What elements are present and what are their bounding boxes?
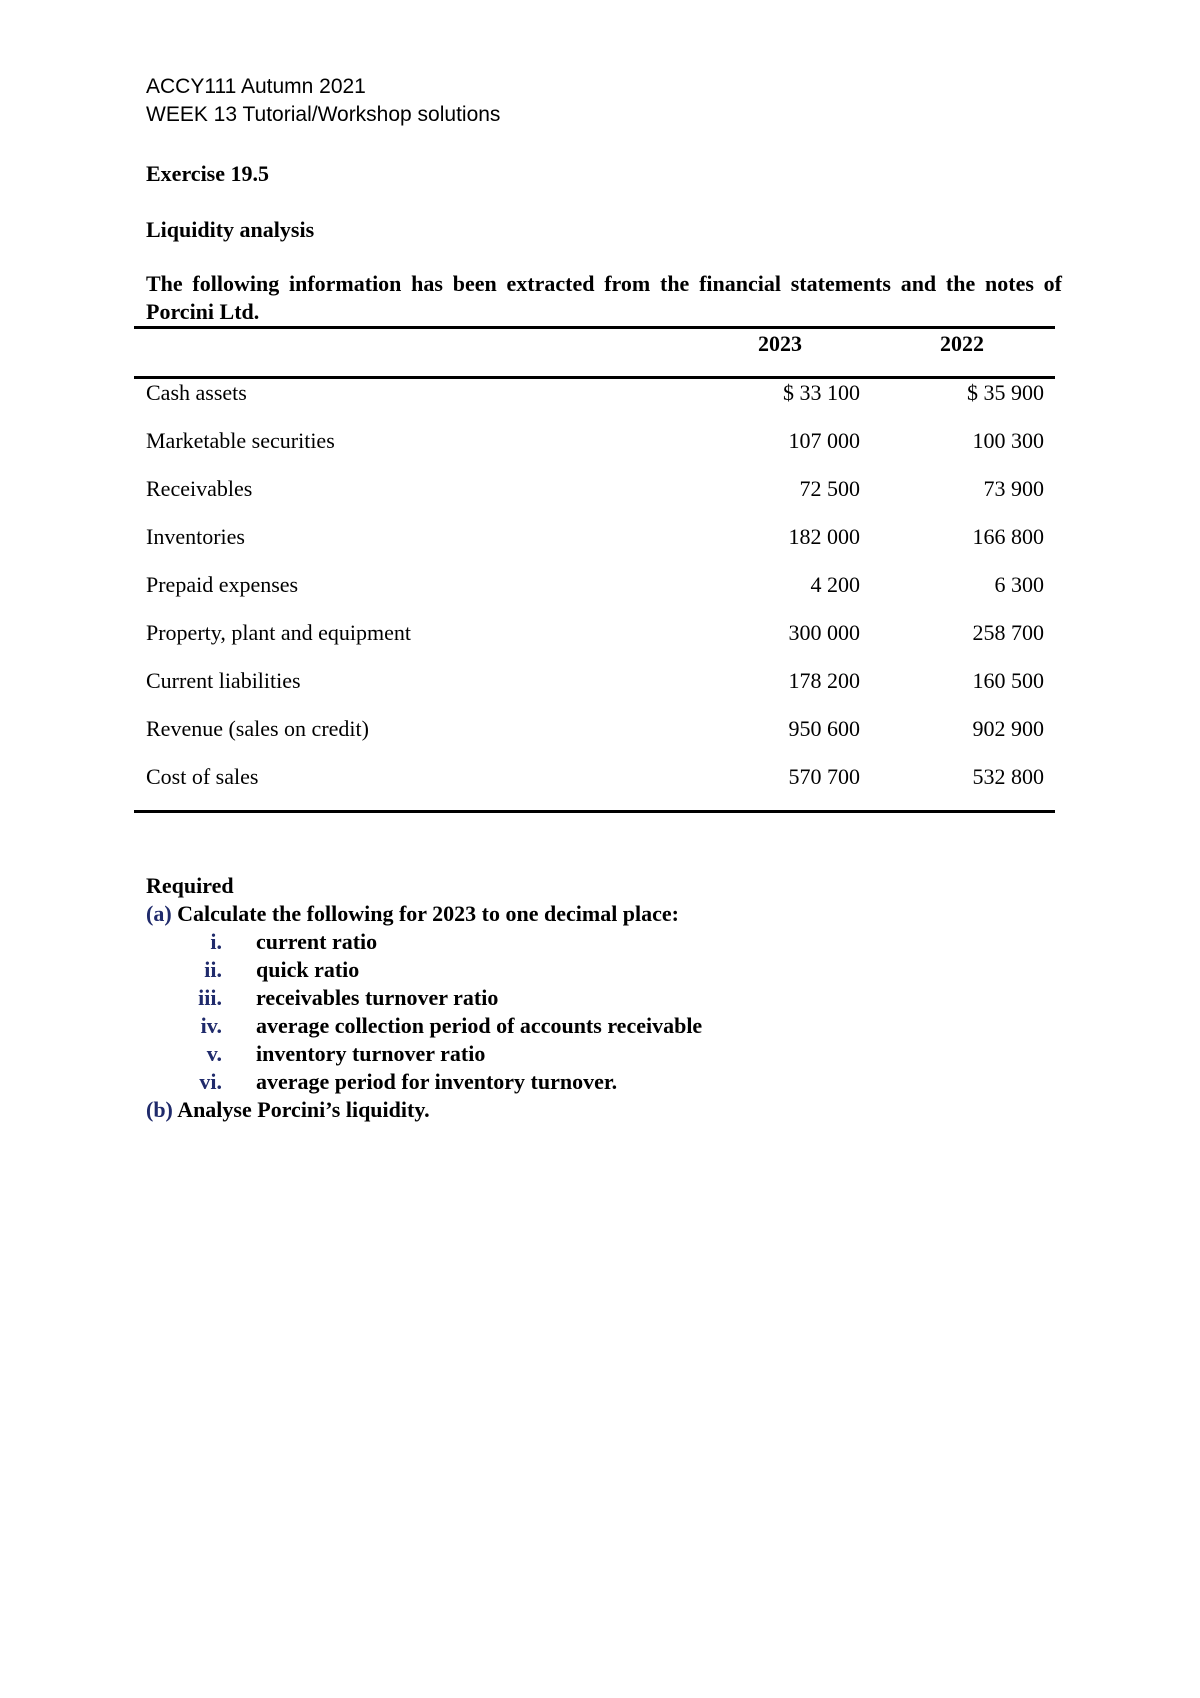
value-2023: $ 33 100 — [783, 380, 860, 405]
part-a-text: Calculate the following for 2023 to one decimal place: — [177, 901, 680, 926]
required-heading: Required — [146, 873, 234, 898]
value-2023: 300 000 — [788, 620, 860, 645]
value-2023: 72 500 — [799, 476, 860, 501]
list-number: iv. — [200, 1013, 222, 1038]
value-2022: 902 900 — [972, 716, 1044, 741]
part-a-marker: (a) — [146, 901, 172, 926]
list-number: vi. — [199, 1069, 222, 1094]
list-text: inventory turnover ratio — [256, 1041, 486, 1066]
value-2022: 166 800 — [972, 524, 1044, 549]
value-2023: 107 000 — [788, 428, 860, 453]
value-2023: 182 000 — [788, 524, 860, 549]
exercise-subtitle: Liquidity analysis — [146, 217, 315, 242]
value-2022: 532 800 — [972, 764, 1044, 789]
list-number: v. — [206, 1041, 222, 1066]
column-header-2022: 2022 — [940, 331, 984, 356]
value-2022: 100 300 — [972, 428, 1044, 453]
list-number: i. — [210, 929, 222, 954]
value-2022: 73 900 — [983, 476, 1044, 501]
table-row — [146, 714, 1046, 744]
week-title: WEEK 13 Tutorial/Workshop solutions — [146, 103, 501, 126]
list-text: receivables turnover ratio — [256, 985, 499, 1010]
part-b — [146, 1096, 430, 1124]
value-2023: 950 600 — [788, 716, 860, 741]
table-bottom-rule — [134, 810, 1055, 813]
table-row — [146, 426, 1046, 456]
list-text: quick ratio — [256, 957, 360, 982]
part-a — [146, 900, 679, 928]
row-label: Revenue (sales on credit) — [146, 716, 369, 741]
course-title: ACCY111 Autumn 2021 — [146, 75, 366, 98]
table-top-rule — [134, 326, 1055, 329]
part-b-text: Analyse Porcini’s liquidity. — [177, 1097, 430, 1122]
row-label: Prepaid expenses — [146, 572, 299, 597]
table-row — [146, 762, 1046, 792]
list-text: average collection period of accounts receivable — [256, 1013, 703, 1038]
value-2022: 160 500 — [972, 668, 1044, 693]
table-row — [146, 378, 1046, 408]
list-text: average period for inventory turnover. — [256, 1069, 618, 1094]
row-label: Cash assets — [146, 380, 247, 405]
intro-paragraph: The following information has been extracted from the financial statements and the notes of Porcini Ltd. — [146, 271, 1062, 324]
row-label: Inventories — [146, 524, 245, 549]
exercise-title: Exercise 19.5 — [146, 161, 270, 186]
list-number: ii. — [204, 957, 222, 982]
value-2023: 570 700 — [788, 764, 860, 789]
value-2022: 258 700 — [972, 620, 1044, 645]
row-label: Cost of sales — [146, 764, 259, 789]
table-row — [146, 522, 1046, 552]
row-label: Current liabilities — [146, 668, 301, 693]
list-text: current ratio — [256, 929, 378, 954]
value-2022: $ 35 900 — [967, 380, 1044, 405]
row-label: Receivables — [146, 476, 253, 501]
table-row — [146, 666, 1046, 696]
list-number: iii. — [198, 985, 222, 1010]
table-row — [146, 474, 1046, 504]
column-header-2023: 2023 — [758, 331, 802, 356]
value-2022: 6 300 — [994, 572, 1044, 597]
part-b-marker: (b) — [146, 1097, 173, 1122]
row-label: Marketable securities — [146, 428, 335, 453]
table-row — [146, 570, 1046, 600]
value-2023: 178 200 — [788, 668, 860, 693]
value-2023: 4 200 — [810, 572, 860, 597]
table-row — [146, 618, 1046, 648]
row-label: Property, plant and equipment — [146, 620, 411, 645]
